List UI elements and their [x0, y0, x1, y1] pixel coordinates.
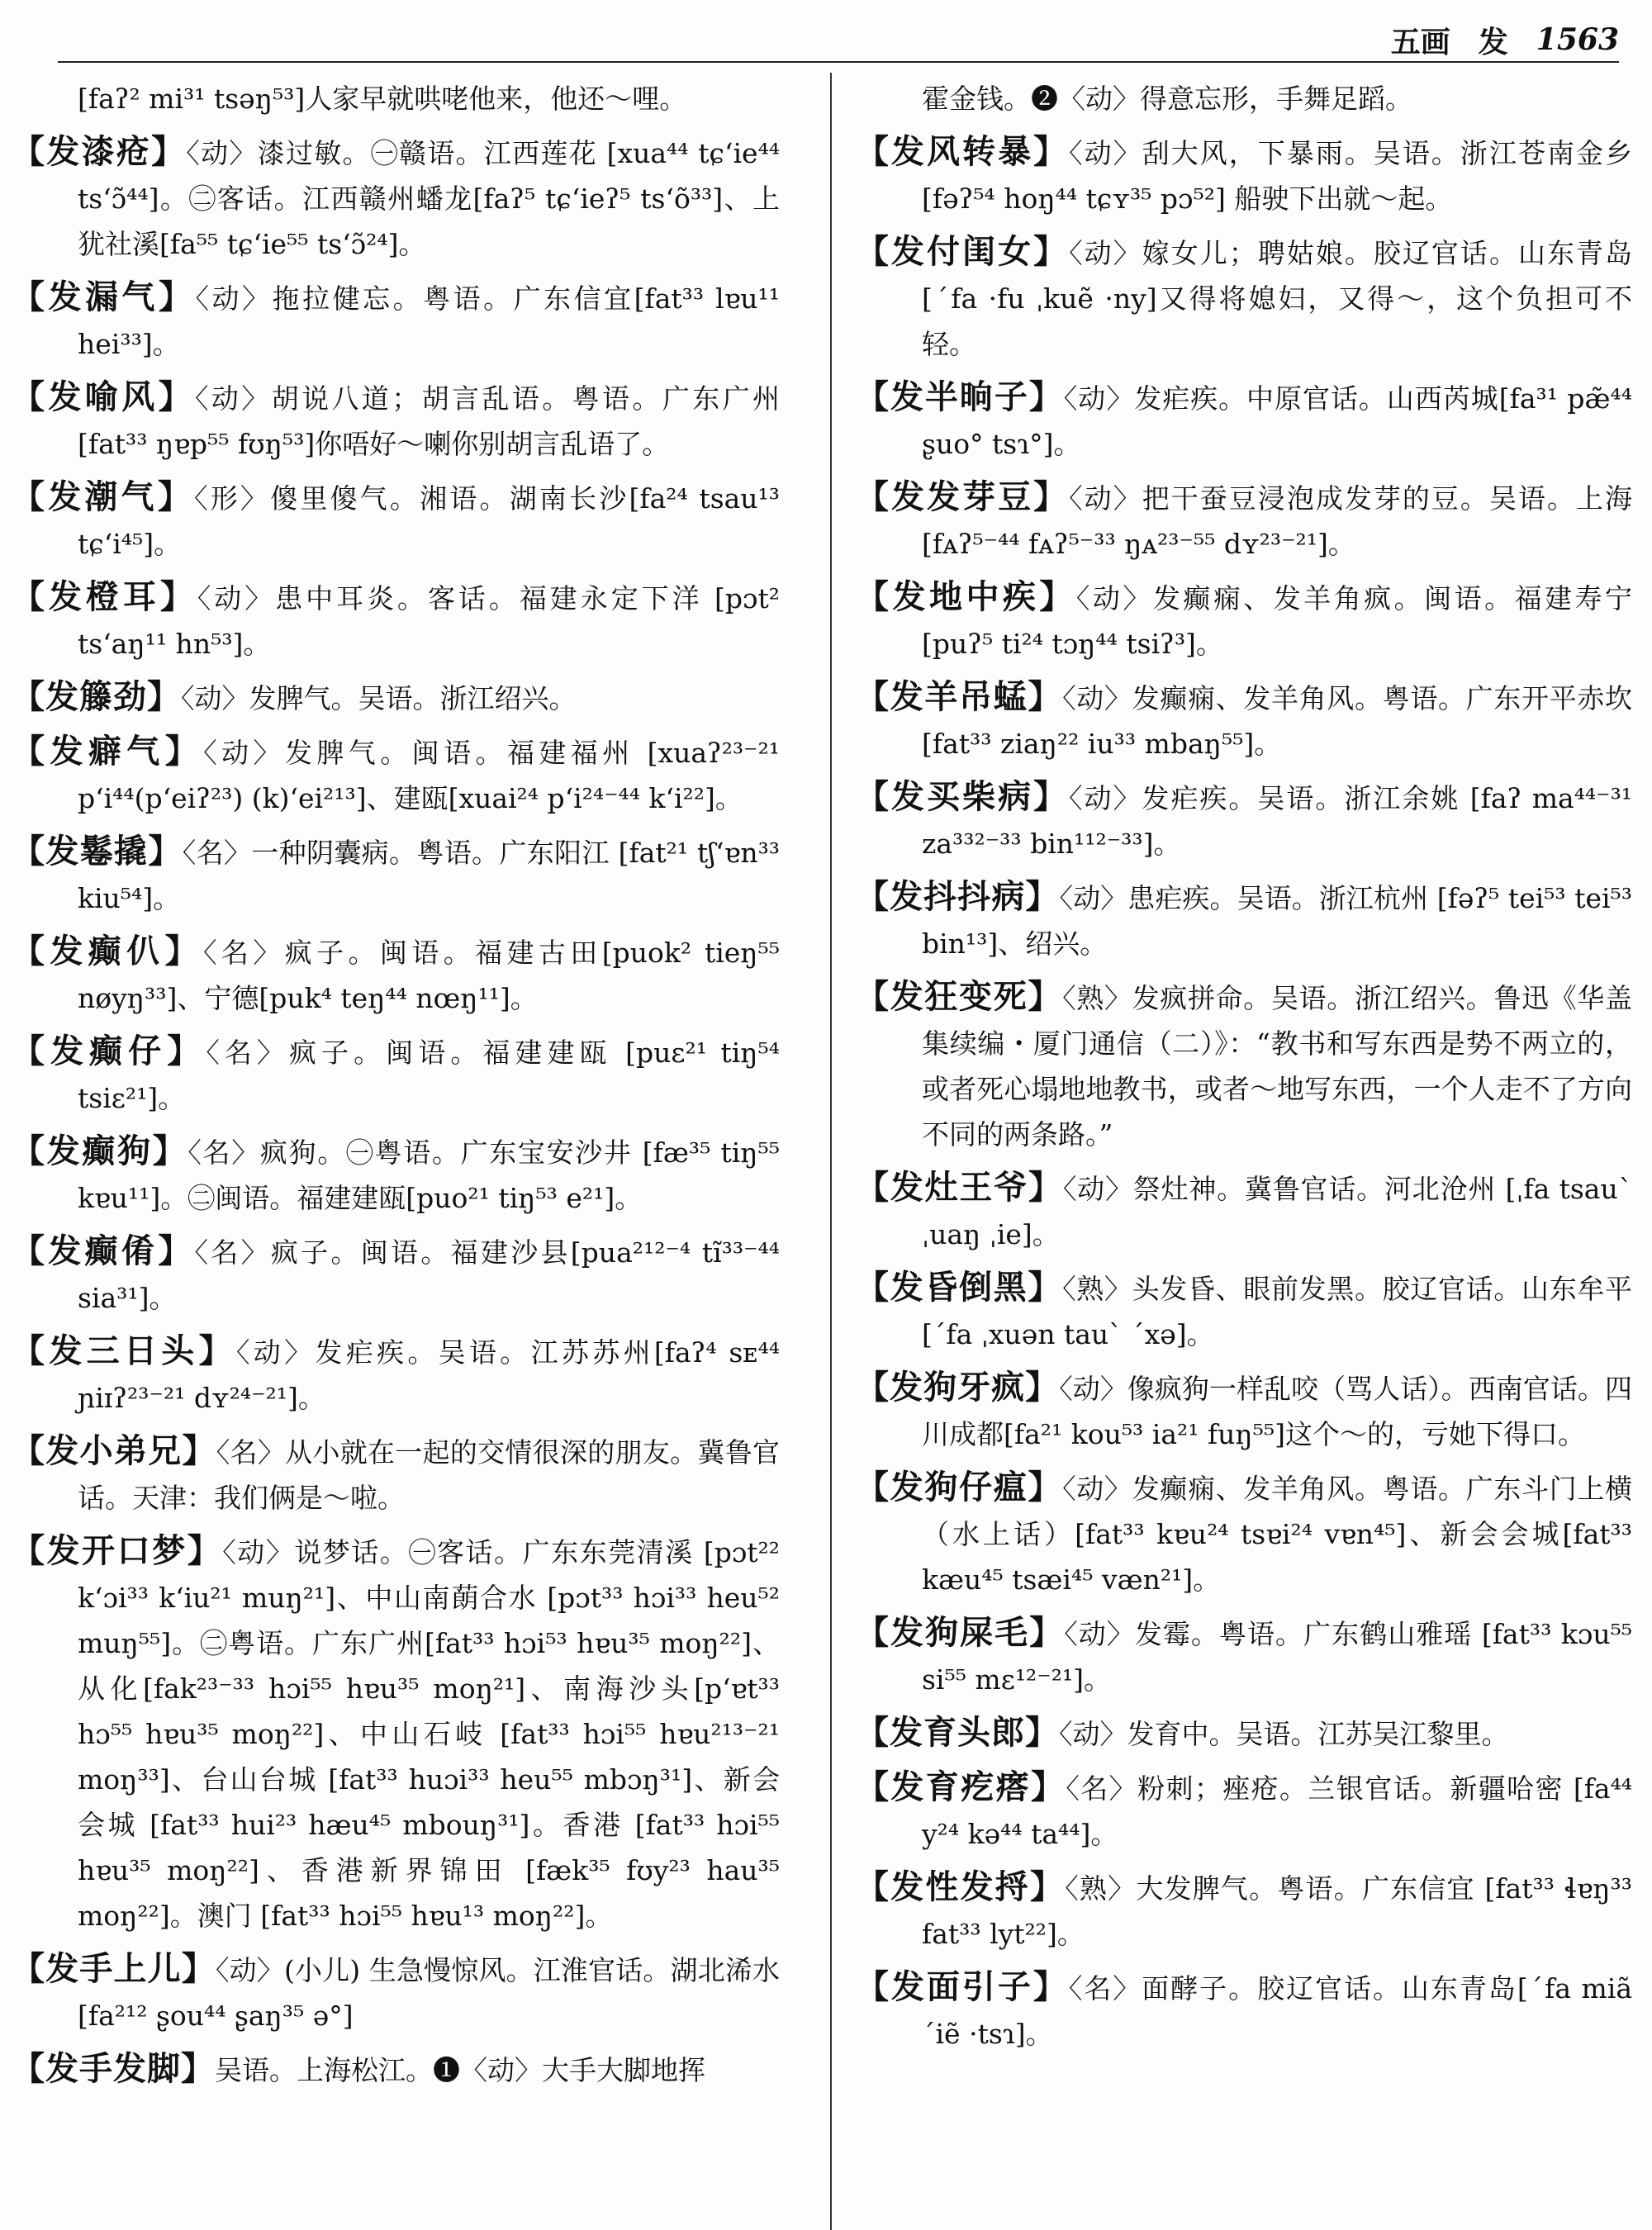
headword-bracket-open: 【: [856, 1714, 890, 1752]
dictionary-entry: [856, 1465, 1632, 1602]
headword-text: 发癫仈: [50, 932, 165, 970]
column-divider: [830, 73, 832, 2230]
headword-bracket-close: 】: [1029, 1614, 1065, 1652]
dictionary-entry: [856, 230, 1632, 367]
dictionary-entry: [856, 575, 1632, 667]
headword-bracket-open: 【: [12, 1032, 51, 1070]
entry-headword: [12, 1032, 206, 1070]
headword-text: 发发芽豆: [891, 478, 1034, 516]
entry-headword: [856, 378, 1064, 416]
entry-headword: [12, 478, 194, 516]
entry-definition: 〈名〉从小就在一起的交情很深的朋友。冀鲁官话。天津：我们俩是～啦。: [78, 1436, 781, 1514]
entry-definition: 〈动〉拖拉健忘。粤语。广东信宜[fat³³ lɐu¹¹ hei³³]。: [78, 282, 781, 360]
dictionary-entry: [856, 975, 1632, 1157]
headword-text: 发手上儿: [45, 1950, 182, 1988]
entry-definition: 〈动〉漆过敏。㊀赣语。江西莲花 [xua⁴⁴ tɕʻie⁴⁴ tsʻɔ̃⁴⁴]。㊁客话。江西赣州蟠龙[faʔ⁵ tɕʻieʔ⁵ tsʻõ³³]、上犹社溪[fa⁵⁵ tɕʻie⁵⁵ tsʻɔ̃²⁴]。: [78, 137, 781, 260]
dictionary-entry: [12, 375, 780, 467]
headword-bracket-close: 】: [181, 1950, 216, 1988]
dictionary-entry: [856, 130, 1632, 221]
entry-headword: [856, 878, 1060, 916]
headword-bracket-open: 【: [12, 1332, 50, 1370]
entry-definition: 〈熟〉大发脾气。粤语。广东信宜 [fat³³ ɬɐŋ³³ fat³³ lyt²²]。: [922, 1872, 1632, 1950]
dictionary-entry: [12, 929, 780, 1021]
headword-bracket-open: 【: [856, 1868, 891, 1906]
headword-bracket-open: 【: [856, 878, 890, 916]
headword-text: 发付闺女: [891, 233, 1034, 271]
headword-bracket-close: 】: [182, 1432, 216, 1470]
entry-definition: 〈动〉发疟疾。中原官话。山西芮城[fa³¹ pæ̃⁴⁴ ʂuo° tsɿ°]。: [922, 382, 1633, 460]
entry-headword: [856, 1169, 1063, 1207]
dictionary-entry: [12, 2047, 780, 2093]
headword-bracket-open: 【: [12, 478, 49, 516]
headword-bracket-open: 【: [856, 133, 892, 171]
dictionary-entry: [856, 375, 1632, 467]
headword-bracket-open: 【: [856, 1169, 890, 1207]
entry-definition: 〈熟〉头发昏、眼前发黑。胶辽官话。山东牟平[ˊfa ˌxuən tauˋ ˊxə]。: [922, 1273, 1633, 1350]
entry-headword: [12, 1132, 188, 1170]
entry-headword: [12, 932, 203, 970]
headword-bracket-close: 】: [148, 833, 183, 871]
headword-text: 发面引子: [890, 1968, 1033, 2006]
headword-text: 发狗仔瘟: [890, 1468, 1028, 1506]
entry-headword: [856, 978, 1062, 1016]
entry-definition: 〈动〉嫁女儿；聘姑娘。胶辽官话。山东青岛[ˊfa ·fu ˌkuẽ ·ny]又得将媳妇，又得～，这个负担可不轻。: [922, 237, 1633, 360]
entry-headword: [856, 778, 1069, 816]
headword-text: 发狂变死: [890, 978, 1028, 1016]
headword-bracket-close: 】: [158, 1232, 195, 1270]
dictionary-entry: [12, 1529, 780, 1938]
headword-bracket-open: 【: [856, 378, 890, 416]
right-continuation: 霍金钱。❷〈动〉得意忘形，手舞足蹈。: [922, 83, 1412, 115]
headword-bracket-close: 】: [1028, 378, 1064, 416]
headword-bracket-open: 【: [856, 1968, 891, 2006]
headword-bracket-close: 】: [158, 378, 195, 416]
entry-definition: 吴语。上海松江。❶〈动〉大手大脚地挥: [215, 2054, 705, 2086]
entry-headword: [12, 1332, 236, 1370]
headword-bracket-open: 【: [12, 733, 50, 771]
dictionary-entry: [12, 1947, 780, 2038]
headword-bracket-open: 【: [856, 1768, 891, 1806]
headword-bracket-open: 【: [856, 978, 890, 1016]
left-entry-list: [12, 130, 780, 2093]
dictionary-entry: [856, 1365, 1632, 1457]
headword-bracket-close: 】: [1039, 578, 1076, 616]
headword-bracket-close: 】: [167, 1032, 206, 1070]
headword-bracket-close: 】: [164, 733, 204, 771]
dictionary-entry: [856, 1165, 1632, 1257]
entry-headword: [12, 378, 195, 416]
headword-text: 发癫倄: [48, 1232, 159, 1270]
entry-definition: 〈名〉疯狗。㊀粤语。广东宝安沙井 [fæ³⁵ tiŋ⁵⁵ kɐu¹¹]。㊁闽语。福建建瓯[puo²¹ tiŋ⁵³ e²¹]。: [78, 1136, 780, 1214]
dictionary-entry: [12, 575, 780, 667]
headword-bracket-open: 【: [12, 378, 49, 416]
entry-headword: [856, 1369, 1059, 1407]
entry-definition: 〈动〉发霉。粤语。广东鹤山雅瑶 [fat³³ kɔu⁵⁵ si⁵⁵ mɛ¹²⁻²¹]。: [922, 1618, 1633, 1696]
headword-bracket-open: 【: [12, 1532, 47, 1570]
headword-text: 发灶王爷: [890, 1169, 1029, 1207]
entry-headword: [12, 578, 197, 616]
headword-bracket-close: 】: [151, 133, 187, 171]
headword-bracket-close: 】: [198, 1332, 236, 1370]
headword-bracket-close: 】: [152, 1132, 188, 1170]
headword-bracket-close: 】: [1028, 1269, 1063, 1307]
entry-headword: [856, 1614, 1064, 1652]
headword-bracket-close: 】: [1033, 233, 1070, 271]
entry-headword: [12, 278, 196, 316]
entry-headword: [12, 1532, 222, 1570]
entry-definition: 〈名〉疯子。闽语。福建建瓯 [puɛ²¹ tiŋ⁵⁴ tsiɛ²¹]。: [78, 1037, 781, 1114]
entry-definition: 〈名〉面酵子。胶辽官话。山东青岛[ˊfa miã ˊiẽ ·tsɿ]。: [922, 1972, 1632, 2050]
headword-text: 发漏气: [48, 278, 159, 316]
left-continuation: [faʔ² mi³¹ tsəŋ⁵³]人家早就哄咾他来，他还～哩。: [78, 83, 687, 115]
entry-definition: 〈动〉说梦话。㊀客话。广东东莞清溪 [pɔt²² kʻɔi³³ kʻiu²¹ muŋ²¹]、中山南蓢合水 [pɔt³³ hɔi³³ heu⁵² muŋ⁵⁵]。㊁粤语。广东广州[fat³³ hɔi⁵³ hɐu³⁵ moŋ²²]、从化[fak²³⁻³³ hɔi⁵⁵ hɐu³⁵ moŋ²¹]、南海沙头[pʻɐt³³ hɔ⁵⁵ hɐu³⁵ moŋ²²]、中山石岐 [fat³³ hɔi⁵⁵ hɐu²¹³⁻²¹ moŋ³³]、台山台城 [fat³³ huɔi³³ heu⁵⁵ mbɔŋ³¹]、新会会城 [fat³³ hui²³ hæu⁴⁵ mbouŋ³¹]。香港 [fat³³ hɔi⁵⁵ hɐu³⁵ moŋ²²]、香港新界锦田 [fæk³⁵ fʊy²³ hau³⁵ moŋ²²]。澳门 [fat³³ hɔi⁵⁵ hɐu¹³ moŋ²²]。: [78, 1536, 781, 1932]
headword-bracket-close: 】: [1033, 133, 1070, 171]
entry-headword: [12, 133, 186, 171]
dictionary-entry: [12, 729, 780, 821]
entry-headword: [856, 1269, 1062, 1307]
headword-bracket-open: 【: [12, 578, 49, 616]
dictionary-entry: [856, 1611, 1632, 1702]
entry-definition: 〈动〉发癫痫、发羊角风。粤语。广东斗门上横（水上话）[fat³³ kɐu²⁴ tsɐi²⁴ vɐn⁴⁵]、新会会城[fat³³ kæu⁴⁵ tsæi⁴⁵ væn²¹]。: [922, 1473, 1633, 1596]
headword-bracket-open: 【: [12, 2050, 45, 2088]
entry-headword: [12, 1950, 216, 1988]
header-section: 五画: [1390, 24, 1450, 59]
right-column: [856, 76, 1632, 2230]
entry-headword: [12, 1432, 216, 1470]
dictionary-entry: [856, 875, 1632, 966]
entry-headword: [856, 578, 1076, 616]
right-entry-list: [856, 130, 1632, 2057]
entry-definition: 〈动〉患疟疾。吴语。浙江杭州 [fəʔ⁵ tei⁵³ tei⁵³ bin¹³]、绍兴。: [922, 882, 1633, 960]
headword-bracket-open: 【: [856, 233, 892, 271]
headword-text: 发开口梦: [46, 1532, 188, 1570]
headword-bracket-close: 】: [1030, 1768, 1066, 1806]
entry-definition: 〈动〉发疟疾。吴语。浙江余姚 [faʔ ma⁴⁴⁻³¹ za³³²⁻³³ bin¹¹²⁻³³]。: [922, 782, 1633, 860]
entry-headword: [856, 1968, 1069, 2006]
entry-definition: 〈形〉傻里傻气。湘语。湖南长沙[fa²⁴ tsau¹³ tɕʻi⁴⁵]。: [78, 482, 781, 560]
headword-text: 发昏倒黑: [890, 1269, 1028, 1307]
entry-definition: 〈名〉疯子。闽语。福建古田[puok² tieŋ⁵⁵ nøyŋ³³]、宁德[puk⁴ teŋ⁴⁴ nœŋ¹¹]。: [78, 937, 781, 1014]
entry-definition: 〈名〉疯子。闽语。福建沙县[pua²¹²⁻⁴ tĩ³³⁻⁴⁴ sia³¹]。: [78, 1236, 781, 1314]
headword-bracket-close: 】: [1025, 878, 1060, 916]
dictionary-entry: [856, 675, 1632, 766]
headword-bracket-open: 【: [12, 678, 45, 716]
entry-definition: 〈动〉祭灶神。冀鲁官话。河北沧州 [ˌfa tsauˋ ˌuaŋ ˌie]。: [922, 1173, 1633, 1250]
headword-text: 发育头郎: [890, 1714, 1025, 1752]
entry-definition: 〈动〉像疯狗一样乱咬（骂人话）。西南官话。四川成都[fa²¹ kou⁵³ ia²¹ fuŋ⁵⁵]这个～的，亏她下得口。: [922, 1373, 1633, 1450]
dictionary-entry: [12, 829, 780, 921]
dictionary-entry: [856, 1965, 1632, 2057]
entry-headword: [856, 1468, 1062, 1506]
headword-text: 发半晌子: [890, 378, 1029, 416]
headword-bracket-close: 】: [159, 578, 197, 616]
entry-definition: 〈动〉把干蚕豆浸泡成发芽的豆。吴语。上海 [fᴀʔ⁵⁻⁴⁴ fᴀʔ⁵⁻³³ ŋᴀ²³⁻⁵⁵ dʏ²³⁻²¹]。: [922, 482, 1633, 560]
headword-bracket-close: 】: [1028, 978, 1063, 1016]
headword-text: 发抖抖病: [890, 878, 1026, 916]
entry-headword: [12, 833, 183, 871]
headword-bracket-close: 】: [164, 932, 204, 970]
headword-bracket-close: 】: [1028, 1468, 1063, 1506]
headword-bracket-close: 】: [1032, 1968, 1069, 2006]
dictionary-entry: [12, 1229, 780, 1321]
entry-definition: 〈名〉粉刺；痤疮。兰银官话。新疆哈密 [fa⁴⁴ y²⁴ kə⁴⁴ ta⁴⁴]。: [922, 1772, 1633, 1850]
headword-text: 发狗屎毛: [890, 1614, 1030, 1652]
headword-bracket-close: 】: [1025, 1714, 1059, 1752]
headword-bracket-close: 】: [1030, 1868, 1066, 1906]
entry-headword: [856, 133, 1069, 171]
dictionary-entry: [12, 475, 780, 567]
entry-headword: [856, 678, 1062, 716]
headword-text: 发癖气: [50, 733, 165, 771]
headword-text: 发喻风: [48, 378, 159, 416]
entry-headword: [12, 2050, 215, 2088]
headword-bracket-open: 【: [12, 1432, 46, 1470]
entry-definition: 〈熟〉发疯拼命。吴语。浙江绍兴。鲁迅《华盖集续编・厦门通信（二）》：“教书和写东西是势不两立的，或者死心塌地地教书，或者～地写东西，一个人走不了方向不同的两条路。”: [922, 982, 1633, 1151]
entry-definition: 〈动〉发育中。吴语。江苏吴江黎里。: [1059, 1718, 1509, 1750]
headword-bracket-open: 【: [12, 1950, 46, 1988]
entry-headword: [856, 1768, 1066, 1806]
entry-definition: 〈动〉刮大风，下暴雨。吴语。浙江苍南金乡[fəʔ⁵⁴ hoŋ⁴⁴ tɕʏ³⁵ pɔ⁵²] 船驶下出就～起。: [922, 137, 1633, 215]
entry-definition: 〈动〉(小儿) 生急慢惊风。江淮官话。湖北浠水[fa²¹² ʂou⁴⁴ ʂaŋ³⁵ ə°]: [78, 1954, 781, 2032]
headword-bracket-open: 【: [12, 1232, 49, 1270]
entry-definition: 〈动〉发癫痫、发羊角风。粤语。广东开平赤坎[fat³³ ziaŋ²² iu³³ mbaŋ⁵⁵]。: [922, 682, 1633, 760]
entry-headword: [856, 1868, 1065, 1906]
dictionary-entry: [12, 1429, 780, 1521]
dictionary-entry: [856, 1865, 1632, 1957]
headword-bracket-open: 【: [12, 1132, 47, 1170]
page-header: [50, 18, 1619, 61]
dictionary-entry: [856, 775, 1632, 866]
headword-bracket-close: 】: [1028, 678, 1063, 716]
dictionary-entry: [856, 1265, 1632, 1357]
entry-definition: 〈动〉发疟疾。吴语。江苏苏州[faʔ⁴ sᴇ⁴⁴ ɲiɪʔ²³⁻²¹ dʏ²⁴⁻²¹]。: [78, 1336, 781, 1414]
headword-bracket-open: 【: [856, 1369, 890, 1407]
dictionary-entry: [12, 275, 780, 367]
entry-headword: [856, 1714, 1059, 1752]
headword-bracket-close: 】: [157, 478, 195, 516]
headword-bracket-open: 【: [856, 778, 891, 816]
headword-text: 发三日头: [49, 1332, 199, 1370]
headword-text: 发育疙瘩: [890, 1768, 1031, 1806]
dictionary-entry: [12, 130, 780, 267]
dictionary-entry: [856, 1710, 1632, 1757]
header-char: 发: [1478, 24, 1508, 59]
headword-text: 发地中疾: [892, 578, 1040, 616]
page-number: 1563: [1536, 22, 1619, 57]
headword-bracket-open: 【: [856, 478, 892, 516]
headword-bracket-open: 【: [856, 1269, 890, 1307]
headword-text: 发手发脚: [45, 2050, 181, 2088]
entry-definition: 〈名〉一种阴囊病。粤语。广东阳江 [fat²¹ tʃʻɐn³³ kiu⁵⁴]。: [78, 837, 781, 914]
headword-bracket-open: 【: [856, 1468, 890, 1506]
headword-text: 发小弟兄: [45, 1432, 183, 1470]
dictionary-entry: [12, 1029, 780, 1121]
headword-text: 发籐劲: [45, 678, 147, 716]
headword-bracket-close: 】: [1028, 1169, 1063, 1207]
headword-text: 发潮气: [48, 478, 158, 516]
headword-text: 发橙耳: [48, 578, 160, 616]
headword-text: 发性发捋: [890, 1868, 1031, 1906]
headword-text: 发羊吊蜢: [890, 678, 1028, 716]
headword-text: 发漆疮: [46, 133, 152, 171]
entry-definition: 〈动〉胡说八道；胡言乱语。粤语。广东广州[fat³³ ŋɐp⁵⁵ fʊŋ⁵³]你唔好～喇你别胡言乱语了。: [78, 382, 781, 460]
dictionary-entry: [12, 675, 780, 721]
headword-bracket-open: 【: [856, 1614, 891, 1652]
headword-bracket-open: 【: [12, 133, 47, 171]
headword-bracket-close: 】: [159, 278, 196, 316]
entry-definition: 〈动〉发脾气。闽语。福建福州 [xuaʔ²³⁻²¹ pʻi⁴⁴(pʻeiʔ²³) (k)ʻei²¹³]、建瓯[xuai²⁴ pʻi²⁴⁻⁴⁴ kʻi²²]。: [78, 737, 781, 814]
headword-text: 发风转暴: [891, 133, 1034, 171]
headword-text: 发癫狗: [46, 1132, 153, 1170]
headword-bracket-close: 】: [1032, 778, 1069, 816]
headword-bracket-close: 】: [181, 2050, 215, 2088]
left-column: [12, 76, 780, 2230]
dictionary-entry: [856, 1765, 1632, 1857]
headword-bracket-open: 【: [12, 833, 46, 871]
headword-bracket-open: 【: [856, 678, 890, 716]
headword-bracket-open: 【: [12, 278, 49, 316]
entry-definition: 〈动〉发癫痫、发羊角疯。闽语。福建寿宁[puʔ⁵ ti²⁴ tɔŋ⁴⁴ tsiʔ³]。: [922, 582, 1633, 660]
dictionary-entry: [12, 1129, 780, 1221]
dictionary-entry: [856, 475, 1632, 567]
entry-definition: 〈动〉发脾气。吴语。浙江绍兴。: [181, 682, 577, 714]
headword-text: 发狗牙疯: [890, 1369, 1026, 1407]
dictionary-entry: [12, 1329, 780, 1421]
headword-bracket-close: 】: [187, 1532, 223, 1570]
headword-bracket-close: 】: [147, 678, 181, 716]
headword-bracket-open: 【: [856, 578, 893, 616]
headword-bracket-close: 】: [1025, 1369, 1060, 1407]
entry-headword: [856, 233, 1069, 271]
headword-text: 发癫仔: [50, 1032, 168, 1070]
headword-text: 发买柴病: [891, 778, 1033, 816]
entry-headword: [12, 678, 181, 716]
entry-headword: [12, 1232, 194, 1270]
entry-headword: [12, 733, 203, 771]
headword-text: 发鬈撬: [45, 833, 149, 871]
header-rule: [58, 61, 1619, 63]
entry-definition: 〈动〉患中耳炎。客话。福建永定下洋 [pɔt² tsʻaŋ¹¹ hn⁵³]。: [78, 582, 781, 660]
entry-headword: [856, 478, 1069, 516]
headword-bracket-open: 【: [12, 932, 50, 970]
headword-bracket-close: 】: [1033, 478, 1070, 516]
